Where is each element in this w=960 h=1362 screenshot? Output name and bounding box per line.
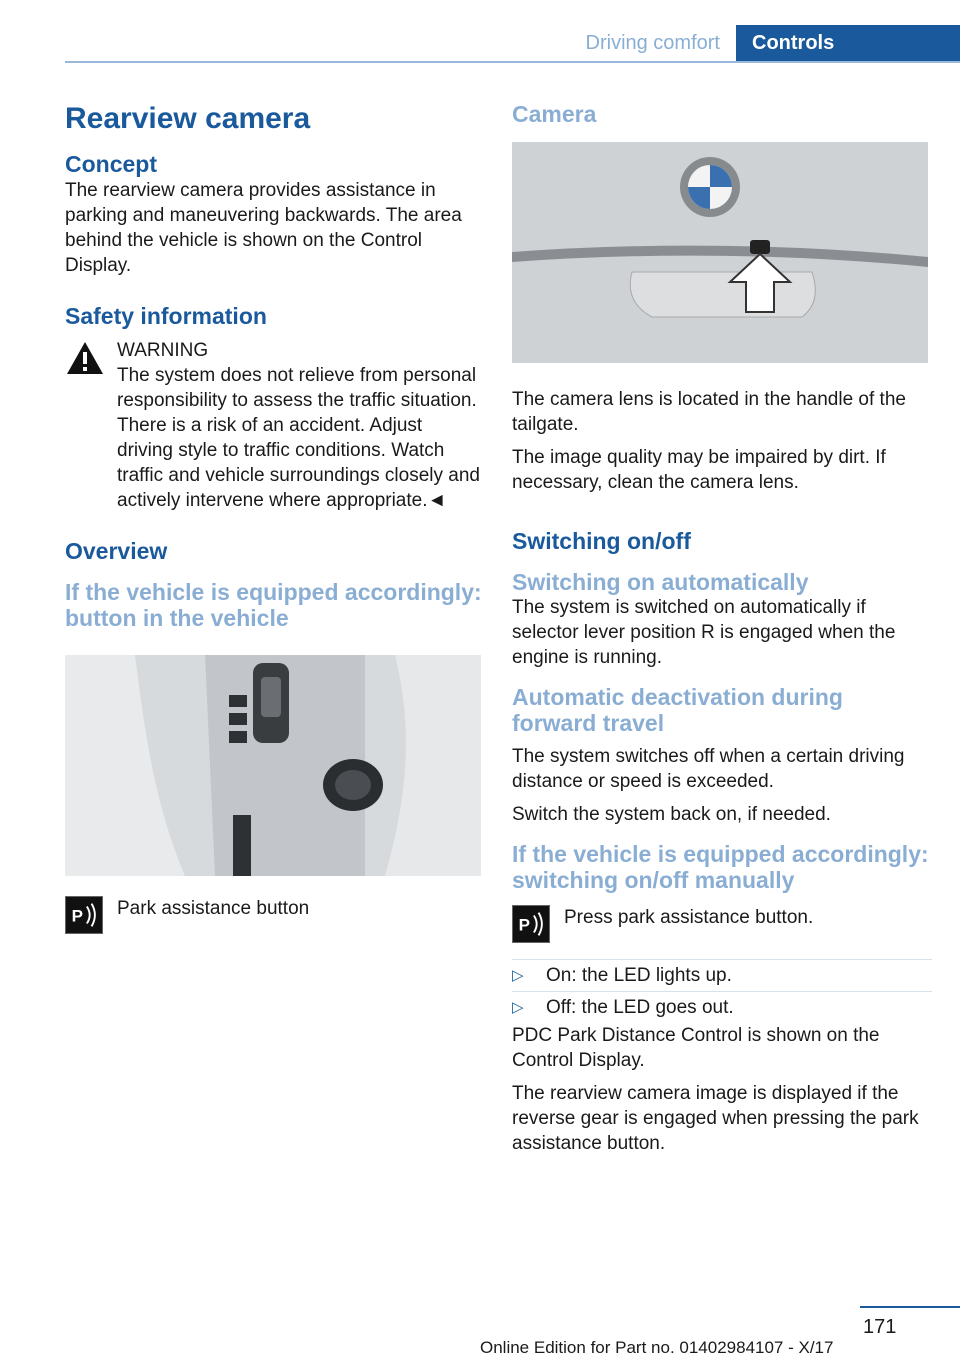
triangle-bullet-icon: ▷ — [512, 967, 524, 984]
header-chapter-tab[interactable]: Controls — [736, 25, 960, 61]
bullet-text-on: On: the LED lights up. — [546, 965, 732, 986]
auto-on-text: The system is switched on automatically if selector lever position R is engaged when the engine is running. — [512, 597, 896, 668]
lens-text: The camera lens is located in the handle of the tailgate. — [512, 389, 906, 435]
auto-on-heading: Switching on automatically — [512, 569, 809, 595]
manual-heading: If the vehicle is equipped accordingly: switching on/off manually — [512, 841, 929, 893]
tailgate-camera-image — [512, 142, 928, 363]
bullet-text-off: Off: the LED goes out. — [546, 997, 734, 1018]
park-button-caption: Park assistance button — [117, 898, 310, 919]
park-assistance-icon — [65, 896, 103, 934]
right-column — [512, 100, 932, 1156]
tailgate-illustration — [512, 142, 928, 363]
overview-heading: Overview — [65, 538, 168, 564]
header-divider — [65, 61, 960, 63]
triangle-bullet-icon: ▷ — [512, 999, 524, 1016]
concept-text: The rearview camera provides assistance in parking and maneuvering backwards. The area behind the vehicle is shown on the Control Display. — [65, 180, 462, 276]
page-title: Rearview camera — [65, 102, 311, 135]
press-text: Press park assistance button. — [564, 907, 814, 928]
press-button-row — [512, 905, 932, 945]
header-section-tab[interactable]: Driving comfort — [585, 32, 720, 54]
button-heading: If the vehicle is equipped accordingly: button in the vehicle — [65, 579, 482, 631]
footer-divider — [860, 1306, 960, 1308]
left-column — [65, 100, 483, 936]
warning-triangle-icon — [65, 340, 105, 376]
safety-heading: Safety information — [65, 303, 267, 329]
park-button-caption-row — [65, 896, 483, 936]
switch-back-text: Switch the system back on, if needed. — [512, 804, 831, 825]
auto-off-text: The system switches off when a certain driving distance or speed is exceeded. — [512, 746, 905, 792]
warning-text-content: The system does not relieve from personal responsibility to assess the traffic situation. There is a risk of an accident. Adjust driving style to traffic conditions. Watch traffic and vehicle surroundings closely and actively intervene where appropriate.◄ — [117, 365, 480, 511]
warning-block — [65, 338, 483, 513]
park-assistance-icon — [512, 905, 550, 943]
switching-heading: Switching on/off — [512, 528, 691, 554]
svg-text:P: P — [518, 915, 531, 935]
center-console-image — [65, 655, 481, 876]
edition-footer: Online Edition for Part no. 01402984107 - X/17 — [480, 1338, 834, 1357]
dirt-text: The image quality may be impaired by dirt. If necessary, clean the camera lens. — [512, 447, 886, 493]
page-number: 171 — [863, 1316, 897, 1338]
bullet-item — [512, 991, 932, 1023]
warning-label: WARNING — [117, 340, 209, 361]
pdc-text: PDC Park Distance Control is shown on the Control Display. — [512, 1025, 880, 1071]
camera-heading: Camera — [512, 101, 597, 127]
warning-text — [117, 363, 483, 513]
center-console-illustration — [65, 655, 481, 876]
auto-off-heading: Automatic deactivation during forward travel — [512, 684, 843, 736]
reverse-text: The rearview camera image is displayed if the reverse gear is engaged when pressing the park assistance button. — [512, 1083, 919, 1154]
svg-text:P: P — [71, 906, 84, 926]
concept-heading: Concept — [65, 151, 157, 177]
bullet-item — [512, 959, 932, 991]
